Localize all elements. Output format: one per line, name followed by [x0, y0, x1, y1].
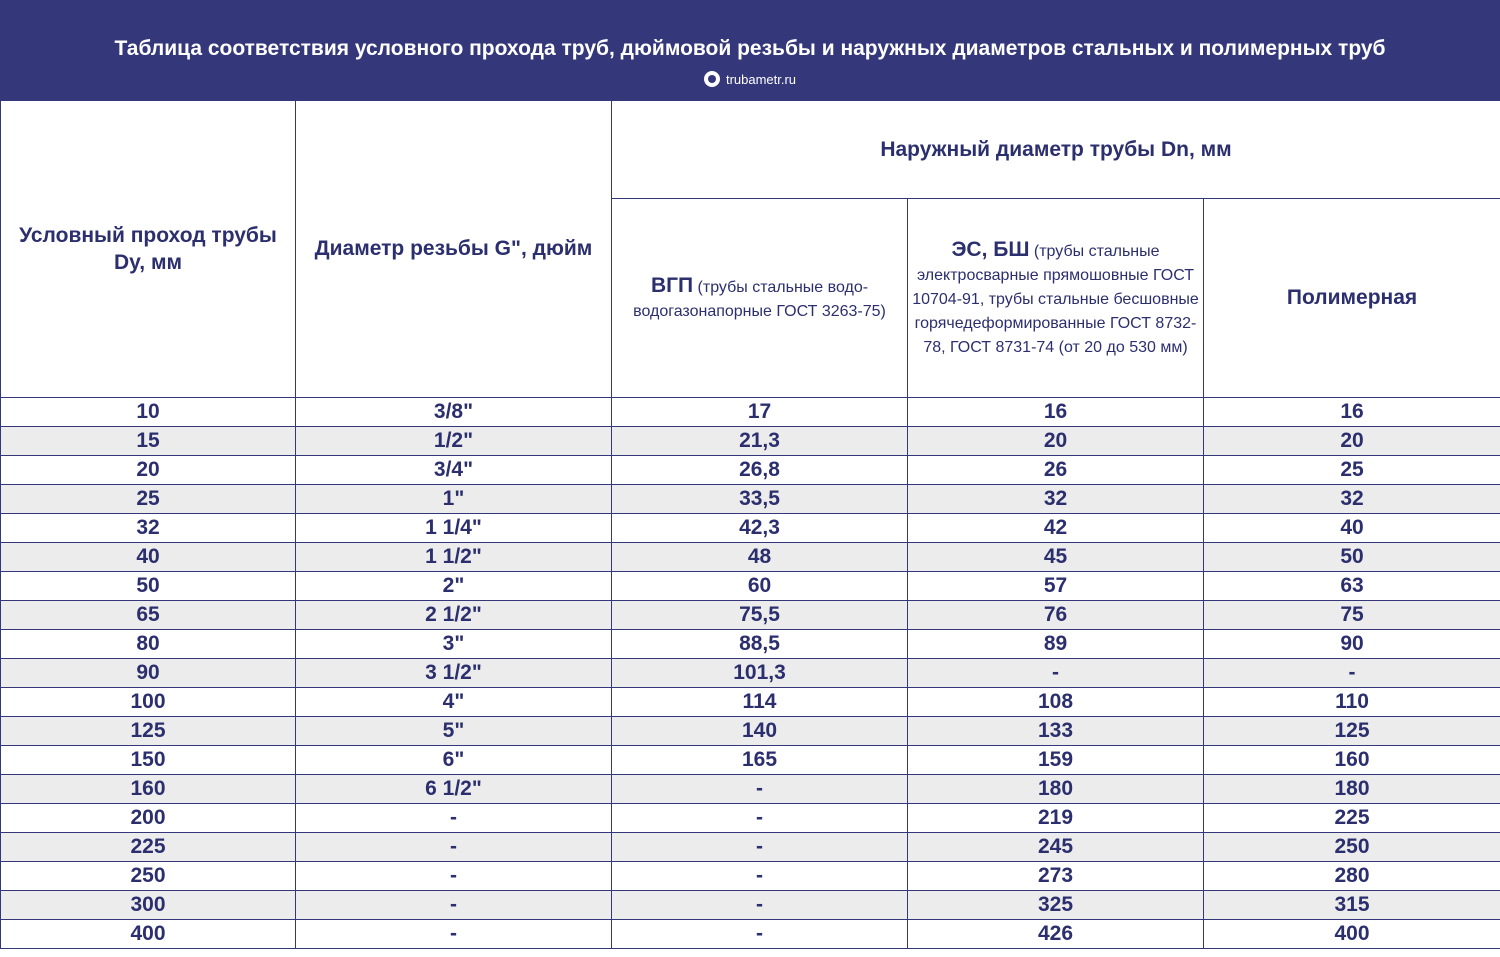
cell-vgp: 17: [612, 398, 908, 427]
header-es-note: (трубы стальные электросварные прямошовные ГОСТ 10704-91, трубы стальные бесшовные горячедеформированные ГОСТ 8732-78, ГОСТ 8731-74 (от 20 до 530 мм): [912, 243, 1199, 356]
cell-thread: -: [296, 920, 612, 949]
cell-dy: 90: [1, 659, 296, 688]
cell-vgp: 140: [612, 717, 908, 746]
cell-polymer: 75: [1204, 601, 1500, 630]
cell-es: 426: [908, 920, 1204, 949]
cell-vgp: -: [612, 891, 908, 920]
pipe-size-table: [0, 100, 1500, 949]
cell-dy: 40: [1, 543, 296, 572]
table-row: [1, 398, 1500, 427]
cell-thread: 3/4": [296, 456, 612, 485]
cell-vgp: 26,8: [612, 456, 908, 485]
header-dy: [1, 101, 296, 398]
cell-polymer: 90: [1204, 630, 1500, 659]
cell-vgp: -: [612, 920, 908, 949]
cell-polymer: 40: [1204, 514, 1500, 543]
cell-es: 57: [908, 572, 1204, 601]
cell-es: -: [908, 659, 1204, 688]
table-row: [1, 659, 1500, 688]
site-credit: [0, 71, 1500, 87]
cell-es: 325: [908, 891, 1204, 920]
cell-thread: 3": [296, 630, 612, 659]
cell-es: 20: [908, 427, 1204, 456]
cell-polymer: 16: [1204, 398, 1500, 427]
cell-dy: 250: [1, 862, 296, 891]
header-banner: [0, 0, 1500, 100]
cell-polymer: 50: [1204, 543, 1500, 572]
cell-thread: 5": [296, 717, 612, 746]
cell-polymer: 25: [1204, 456, 1500, 485]
cell-thread: 3 1/2": [296, 659, 612, 688]
cell-vgp: -: [612, 833, 908, 862]
table-row: [1, 514, 1500, 543]
page-title: Таблица соответствия условного прохода труб, дюймовой резьбы и наружных диаметров стальных и полимерных труб: [114, 37, 1386, 60]
cell-thread: 6": [296, 746, 612, 775]
cell-polymer: 315: [1204, 891, 1500, 920]
cell-thread: 2 1/2": [296, 601, 612, 630]
site-name: trubametr.ru: [725, 71, 797, 87]
table-row: [1, 630, 1500, 659]
cell-dy: 65: [1, 601, 296, 630]
cell-dy: 25: [1, 485, 296, 514]
header-es-bold: ЭС, БШ: [951, 238, 1030, 261]
cell-dy: 32: [1, 514, 296, 543]
cell-vgp: 88,5: [612, 630, 908, 659]
cell-thread: 4": [296, 688, 612, 717]
cell-thread: 1 1/4": [296, 514, 612, 543]
cell-polymer: 20: [1204, 427, 1500, 456]
table-row: [1, 688, 1500, 717]
cell-dy: 400: [1, 920, 296, 949]
header-es: [908, 199, 1204, 398]
cell-polymer: 125: [1204, 717, 1500, 746]
table-row: [1, 485, 1500, 514]
cell-es: 159: [908, 746, 1204, 775]
cell-dy: 300: [1, 891, 296, 920]
cell-vgp: -: [612, 775, 908, 804]
cell-thread: 3/8": [296, 398, 612, 427]
header-vgp-bold: ВГП: [650, 274, 694, 297]
cell-es: 245: [908, 833, 1204, 862]
cell-dy: 160: [1, 775, 296, 804]
cell-es: 133: [908, 717, 1204, 746]
cell-thread: 1 1/2": [296, 543, 612, 572]
cell-dy: 100: [1, 688, 296, 717]
cell-thread: -: [296, 891, 612, 920]
cell-polymer: 250: [1204, 833, 1500, 862]
cell-dy: 125: [1, 717, 296, 746]
table-row: [1, 543, 1500, 572]
cell-es: 76: [908, 601, 1204, 630]
cell-vgp: 42,3: [612, 514, 908, 543]
cell-es: 45: [908, 543, 1204, 572]
cell-polymer: 180: [1204, 775, 1500, 804]
table-row: [1, 920, 1500, 949]
header-dn-group: [612, 101, 1500, 199]
cell-dy: 150: [1, 746, 296, 775]
header-polymer-label: Полимерная: [1286, 286, 1418, 309]
table-row: [1, 891, 1500, 920]
cell-polymer: 110: [1204, 688, 1500, 717]
cell-dy: 200: [1, 804, 296, 833]
cell-es: 16: [908, 398, 1204, 427]
cell-dy: 50: [1, 572, 296, 601]
cell-dy: 225: [1, 833, 296, 862]
cell-polymer: -: [1204, 659, 1500, 688]
site-logo-icon: [704, 71, 720, 87]
cell-dy: 20: [1, 456, 296, 485]
header-dn-group-label: Наружный диаметр трубы Dn, мм: [880, 137, 1232, 161]
cell-es: 26: [908, 456, 1204, 485]
cell-vgp: 165: [612, 746, 908, 775]
table-body: [1, 398, 1500, 949]
header-thread: [296, 101, 612, 398]
table-row: [1, 456, 1500, 485]
cell-thread: 1/2": [296, 427, 612, 456]
cell-vgp: -: [612, 804, 908, 833]
cell-polymer: 280: [1204, 862, 1500, 891]
table-row: [1, 717, 1500, 746]
cell-thread: -: [296, 804, 612, 833]
cell-vgp: 33,5: [612, 485, 908, 514]
table-row: [1, 775, 1500, 804]
header-polymer: [1204, 199, 1500, 398]
cell-thread: 6 1/2": [296, 775, 612, 804]
cell-polymer: 225: [1204, 804, 1500, 833]
cell-thread: 1": [296, 485, 612, 514]
cell-thread: -: [296, 862, 612, 891]
table-row: [1, 572, 1500, 601]
cell-es: 42: [908, 514, 1204, 543]
cell-es: 108: [908, 688, 1204, 717]
cell-polymer: 160: [1204, 746, 1500, 775]
cell-vgp: 114: [612, 688, 908, 717]
table-row: [1, 746, 1500, 775]
cell-es: 32: [908, 485, 1204, 514]
cell-vgp: 60: [612, 572, 908, 601]
header-vgp: [612, 199, 908, 398]
cell-dy: 10: [1, 398, 296, 427]
cell-es: 180: [908, 775, 1204, 804]
cell-thread: 2": [296, 572, 612, 601]
cell-es: 273: [908, 862, 1204, 891]
header-vgp-note: (трубы стальные водо-водогазонапорные ГОСТ 3263-75): [633, 279, 886, 320]
table-row: [1, 601, 1500, 630]
cell-es: 219: [908, 804, 1204, 833]
table-row: [1, 862, 1500, 891]
header-dy-label: Условный проход трубы Dy, мм: [19, 224, 277, 274]
table-row: [1, 833, 1500, 862]
header-vgp-text: [633, 274, 886, 320]
table-row: [1, 427, 1500, 456]
cell-dy: 80: [1, 630, 296, 659]
cell-vgp: 48: [612, 543, 908, 572]
cell-dy: 15: [1, 427, 296, 456]
cell-polymer: 63: [1204, 572, 1500, 601]
cell-thread: -: [296, 833, 612, 862]
cell-vgp: 101,3: [612, 659, 908, 688]
header-es-text: [912, 238, 1199, 356]
header-thread-label: Диаметр резьбы G", дюйм: [314, 237, 593, 260]
table-row: [1, 804, 1500, 833]
cell-vgp: 75,5: [612, 601, 908, 630]
cell-es: 89: [908, 630, 1204, 659]
cell-vgp: 21,3: [612, 427, 908, 456]
cell-polymer: 32: [1204, 485, 1500, 514]
cell-polymer: 400: [1204, 920, 1500, 949]
cell-vgp: -: [612, 862, 908, 891]
